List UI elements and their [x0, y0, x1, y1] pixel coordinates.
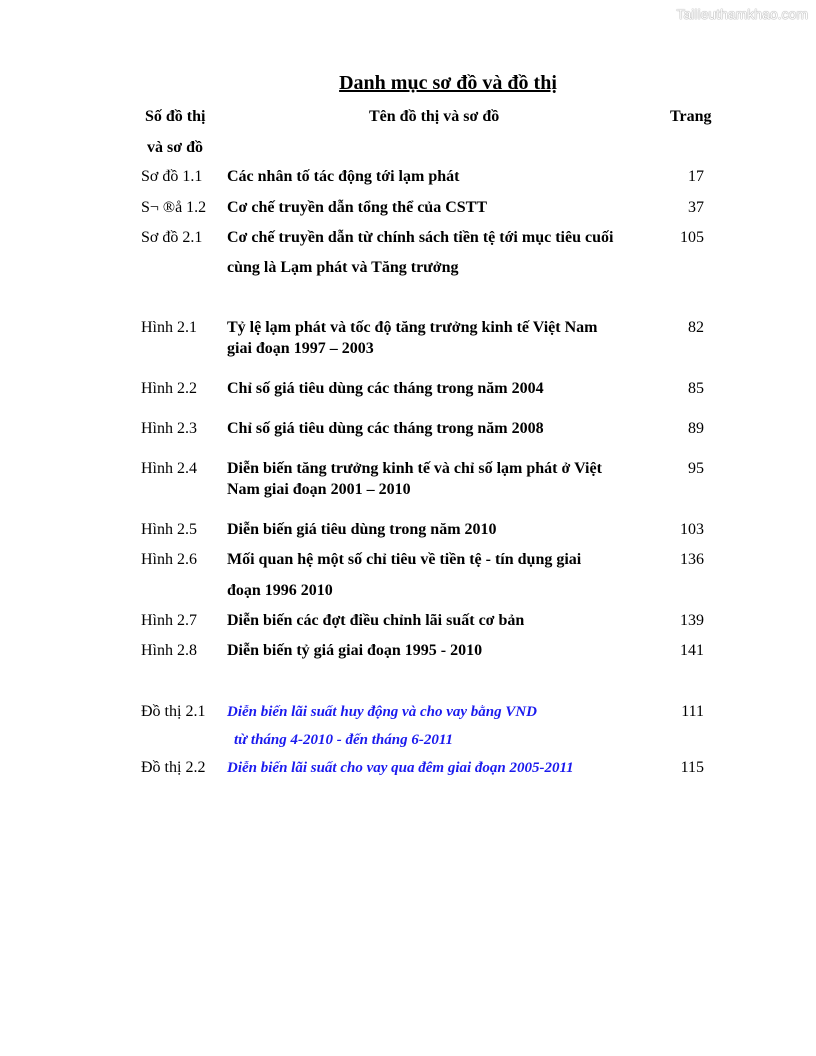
row-code: Sơ đồ 1.1	[141, 168, 203, 185]
watermark: Tailieuthamkhao.com	[676, 6, 808, 22]
row-name-cont: đoạn 1996 2010	[227, 582, 333, 599]
row-code: Sơ đồ 2.1	[141, 229, 203, 246]
row-name-cont: cùng là Lạm phát và Tăng trưởng	[227, 259, 459, 276]
page-title: Danh mục sơ đồ và đồ thị	[339, 72, 557, 94]
header-name: Tên đồ thị và sơ đồ	[369, 108, 500, 125]
row-name: Tỷ lệ lạm phát và tốc độ tăng trưởng kinh tế Việt Nam	[227, 319, 598, 336]
row-page: 37	[688, 199, 704, 216]
row-name: Diễn biến lãi suất huy động và cho vay bằng VND	[227, 704, 538, 720]
header-code-line1: Số đồ thị	[145, 108, 206, 125]
row-page: 136	[680, 551, 704, 568]
row-page: 85	[688, 380, 704, 397]
row-page: 95	[688, 460, 704, 477]
row-name-cont: giai đoạn 1997 – 2003	[227, 340, 374, 357]
row-name: Diễn biến tăng trưởng kinh tế và chỉ số lạm phát ở Việt	[227, 460, 602, 477]
row-name-cont: Nam giai đoạn 2001 – 2010	[227, 481, 411, 498]
row-code: Hình 2.1	[141, 319, 197, 336]
row-page: 89	[688, 420, 704, 437]
row-page: 141	[680, 642, 704, 659]
row-page: 17	[688, 168, 704, 185]
row-name: Chỉ số giá tiêu dùng các tháng trong năm 2008	[227, 420, 544, 437]
row-code: S¬ ®å 1.2	[141, 199, 207, 216]
row-code: Hình 2.5	[141, 521, 197, 538]
row-name: Diễn biến lãi suất cho vay qua đêm giai đoạn 2005-2011	[227, 760, 574, 776]
row-name: Các nhân tố tác động tới lạm phát	[227, 168, 460, 185]
row-code: Đồ thị 2.2	[141, 759, 206, 776]
row-name-cont: từ tháng 4-2010 - đến tháng 6-2011	[234, 732, 454, 748]
row-code: Đồ thị 2.1	[141, 703, 206, 720]
row-name: Cơ chế truyền dẫn từ chính sách tiền tệ tới mục tiêu cuối	[227, 229, 614, 246]
row-code: Hình 2.3	[141, 420, 197, 437]
row-name: Cơ chế truyền dẫn tổng thể của CSTT	[227, 199, 487, 216]
row-page: 103	[680, 521, 704, 538]
header-code-line2: và sơ đồ	[147, 139, 203, 156]
row-page: 82	[688, 319, 704, 336]
row-page: 111	[681, 703, 704, 720]
row-name: Diễn biến các đợt điều chỉnh lãi suất cơ bản	[227, 612, 525, 629]
row-code: Hình 2.6	[141, 551, 197, 568]
row-page: 105	[680, 229, 704, 246]
row-code: Hình 2.2	[141, 380, 197, 397]
row-name: Mối quan hệ một số chỉ tiêu về tiền tệ - tín dụng giai	[227, 551, 582, 568]
header-page: Trang	[670, 108, 712, 125]
row-code: Hình 2.8	[141, 642, 197, 659]
row-page: 115	[680, 759, 704, 776]
row-page: 139	[680, 612, 704, 629]
row-code: Hình 2.7	[141, 612, 197, 629]
row-name: Chỉ số giá tiêu dùng các tháng trong năm 2004	[227, 380, 544, 397]
row-code: Hình 2.4	[141, 460, 197, 477]
row-name: Diễn biến giá tiêu dùng trong năm 2010	[227, 521, 497, 538]
row-name: Diễn biến tỷ giá giai đoạn 1995 - 2010	[227, 642, 483, 659]
